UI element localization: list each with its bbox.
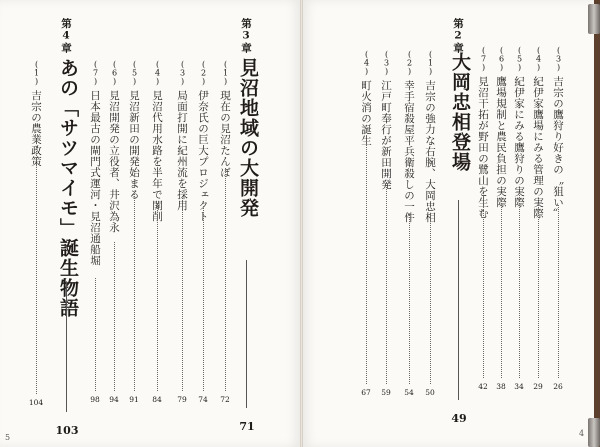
entry-title: 紀伊家鷹場にみる管理の実際 (532, 75, 544, 219)
entry-page-number: 91 (129, 395, 139, 404)
chapter1_tail-entry (530, 0, 546, 447)
entry-page-number: 54 (404, 388, 414, 397)
entry-title: 見沼干拓が野田の鷺山を生む (477, 75, 489, 219)
chapter2-heading (447, 0, 471, 447)
chapter2-entry-text (423, 50, 438, 223)
chapter3-entry-text (196, 60, 211, 222)
chapter3-entry-text (175, 60, 190, 211)
chapter2-entry (401, 0, 417, 447)
chapter3-entry (195, 0, 211, 447)
entry-leader-dots (225, 168, 226, 391)
entry-leader-dots (366, 137, 367, 384)
entry-title: 町火消の誕生 (360, 79, 372, 146)
entry-number: (5) (515, 46, 524, 72)
chapter2-entry (358, 0, 374, 447)
chapter3-entry-text (107, 60, 122, 233)
chapter3-heading (235, 0, 259, 447)
entry-page-number: 79 (177, 395, 187, 404)
binder-clip-top (588, 4, 600, 34)
entry-title: 現在の見沼たんぼ (219, 89, 231, 178)
entry-page-number: 72 (220, 395, 230, 404)
entry-leader-dots (157, 203, 158, 391)
chapter3-leader (246, 260, 247, 408)
chapter3-entry (106, 0, 122, 447)
entry-page-number: 98 (90, 395, 100, 404)
entry-page-number: 26 (553, 382, 563, 391)
entry-number: (6) (110, 60, 119, 86)
entry-number: (3) (554, 46, 563, 72)
folio-left: 5 (5, 433, 11, 442)
chapter2-entry-text (402, 50, 417, 223)
chapter2-entry (378, 0, 394, 447)
entry-leader-dots (386, 182, 387, 384)
chapter2-entry-text (359, 50, 374, 146)
entry-number: (4) (153, 60, 162, 86)
chapter2-leader (458, 200, 459, 400)
book-spine (300, 0, 303, 447)
entry-number: (1) (32, 60, 41, 86)
chapter1_tail-entry-text (512, 46, 527, 208)
chapter2-page-number: 49 (451, 412, 467, 425)
binder-clip-bottom (588, 418, 600, 447)
chapter3-entry (217, 0, 233, 447)
chapter3-title: 見沼地域の大開発 (237, 58, 259, 218)
entry-number: (3) (178, 60, 187, 86)
chapter3-entry (126, 0, 142, 447)
entry-number: (2) (199, 60, 208, 86)
entry-page-number: 50 (425, 388, 435, 397)
entry-title: 幸手宿殺屋平兵衛殺しの一件 (403, 79, 415, 223)
chapter2-entry-text (379, 50, 394, 190)
entry-title: 鷹場規制と農民負担の実際 (495, 75, 507, 208)
entry-title: 局面打開に紀州流を採用 (176, 89, 188, 211)
chapter4-title: あの「サツマイモ」誕生物語 (57, 58, 79, 318)
chapter1_tail-entry (493, 0, 509, 447)
entry-title: 日本最古の閘門式運河・見沼通船堀 (89, 89, 101, 266)
entry-number: (7) (479, 46, 488, 72)
entry-leader-dots (501, 201, 502, 378)
entry-leader-dots (558, 205, 559, 378)
entry-number: (5) (130, 60, 139, 86)
entry-number: (3) (382, 50, 391, 76)
entry-page-number: 42 (478, 382, 488, 391)
entry-leader-dots (36, 146, 37, 394)
chapter1_tail-entry (511, 0, 527, 447)
chapter1_tail-entry-text (494, 46, 509, 208)
chapter2-title: 大岡忠相登場 (449, 52, 471, 172)
entry-page-number: 29 (533, 382, 543, 391)
entry-leader-dots (182, 196, 183, 391)
entry-leader-dots (483, 196, 484, 378)
entry-leader-dots (519, 192, 520, 378)
chapter3-entry-text (88, 60, 103, 266)
entry-title: 吉宗の強力な右腕、大岡忠相 (424, 79, 436, 223)
entry-title: 見沼新田の開発始まる (128, 89, 140, 200)
chapter2-entry (422, 0, 438, 447)
entry-page-number: 38 (496, 382, 506, 391)
chapter3-page-number: 71 (239, 420, 255, 433)
entry-leader-dots (95, 278, 96, 391)
chapter4-leader (66, 282, 67, 412)
entry-number: (4) (534, 46, 543, 72)
entry-page-number: 104 (28, 398, 44, 407)
chapter1_tail-entry (475, 0, 491, 447)
chapter3-entry-text (218, 60, 233, 178)
chapter2-label: 第2章 (452, 18, 464, 54)
chapter3-entry (87, 0, 103, 447)
folio-right: 4 (579, 429, 585, 438)
entry-leader-dots (409, 214, 410, 384)
entry-leader-dots (114, 242, 115, 391)
chapter3-label: 第3章 (240, 18, 252, 54)
chapter4-label: 第4章 (60, 18, 72, 54)
entry-title: 江戸町奉行が新田開発 (380, 79, 392, 190)
chapter3-entry-text (127, 60, 142, 200)
chapter1_tail-entry (550, 0, 566, 447)
entry-page-number: 94 (109, 395, 119, 404)
entry-number: (1) (221, 60, 230, 86)
entry-page-number: 74 (198, 395, 208, 404)
chapter4-entry (28, 0, 44, 447)
entry-leader-dots (538, 201, 539, 378)
chapter3-entry (149, 0, 165, 447)
entry-title: 見沼代用水路を半年で開削 (151, 89, 163, 222)
entry-leader-dots (203, 206, 204, 391)
chapter1_tail-entry-text (531, 46, 546, 219)
entry-page-number: 59 (381, 388, 391, 397)
chapter4-page-number: 103 (55, 424, 79, 437)
entry-page-number: 84 (152, 395, 162, 404)
entry-number: (4) (362, 50, 371, 76)
entry-title: 紀伊家にみる鷹狩りの実際 (513, 75, 525, 208)
entry-number: (6) (497, 46, 506, 72)
entry-title: 見沼開発の立役者、井沢為永 (108, 89, 120, 233)
entry-leader-dots (134, 192, 135, 391)
entry-title: 吉宗の農業政策 (30, 89, 42, 167)
chapter1_tail-entry-text (476, 46, 491, 219)
chapter3-entry-text (150, 60, 165, 222)
entry-title: 伊奈氏の巨大プロジェクト (197, 89, 209, 222)
chapter4-heading (55, 0, 79, 447)
entry-page-number: 67 (361, 388, 371, 397)
entry-page-number: 34 (514, 382, 524, 391)
entry-leader-dots (430, 214, 431, 384)
chapter3-entry (174, 0, 190, 447)
entry-number: (2) (405, 50, 414, 76)
entry-number: (1) (426, 50, 435, 76)
entry-number: (7) (91, 60, 100, 86)
chapter1_tail-entry-text (551, 46, 566, 219)
entry-title: 吉宗の鷹狩り好きの〝狙い〟 (552, 75, 564, 219)
